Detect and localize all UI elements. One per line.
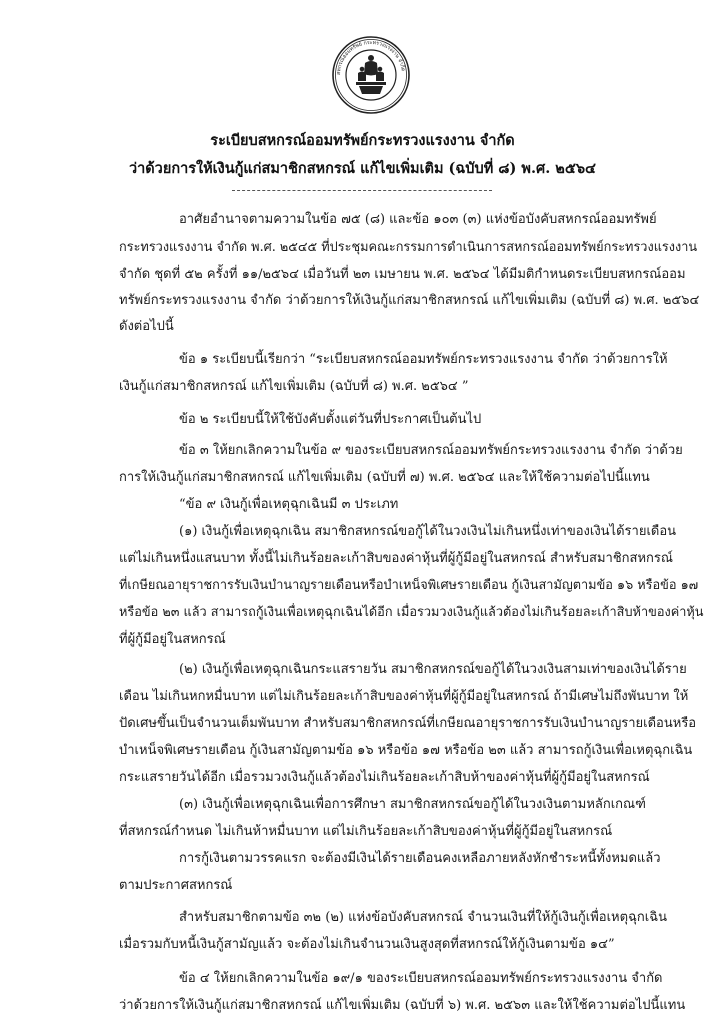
body-line: ทรัพย์กระทรวงแรงงาน จำกัด ว่าด้วยการให้เงินกู้แก่สมาชิกสหกรณ์ แก้ไขเพิ่มเติม (ฉบับที่ ๘) พ.ศ. ๒๕๖๔ [119, 293, 700, 308]
body-line: จำกัด ชุดที่ ๕๒ ครั้งที่ ๑๑/๒๕๖๔ เมื่อวันที่ ๒๓ เมษายน พ.ศ. ๒๕๖๔ ได้มีมติกำหนดระเบียบสหกรณ์ออม [119, 267, 686, 282]
document-title: ระเบียบสหกรณ์ออมทรัพย์กระทรวงแรงงาน จำกัด [210, 132, 515, 149]
body-line: ข้อ ๑ ระเบียบนี้เรียกว่า “ระเบียบสหกรณ์ออมทรัพย์กระทรวงแรงงาน จำกัด ว่าด้วยการให้ [179, 352, 668, 367]
svg-text:สหกรณ์ออมทรัพย์ กระทรวงแรงงาน: สหกรณ์ออมทรัพย์ กระทรวงแรงงาน จำกัด [335, 39, 406, 76]
body-line: ดังต่อไปนี้ [119, 319, 174, 334]
body-line: เมื่อรวมกับหนี้เงินกู้สามัญแล้ว จะต้องไม่เกินจำนวนเงินสูงสุดที่สหกรณ์ให้กู้เงินตามข้อ ๑๔” [119, 937, 615, 952]
body-line: ที่สหกรณ์กำหนด ไม่เกินห้าหมื่นบาท แต่ไม่เกินร้อยละเก้าสิบของค่าหุ้นที่ผู้กู้มีอยู่ในสหกรณ์ [119, 824, 613, 839]
body-line: กระทรวงแรงงาน จำกัด พ.ศ. ๒๕๔๕ ที่ประชุมคณะกรรมการดำเนินการสหกรณ์ออมทรัพย์กระทรวงแรงงาน [119, 240, 698, 255]
document-subtitle: ว่าด้วยการให้เงินกู้แก่สมาชิกสหกรณ์ แก้ไขเพิ่มเติม (ฉบับที่ ๘) พ.ศ. ๒๕๖๔ [128, 160, 597, 177]
body-line: ที่เกษียณอายุราชการรับเงินบำนาญรายเดือนหรือบำเหน็จพิเศษรายเดือน กู้เงินสามัญตามข้อ ๑๖ หรือข้อ ๑๗ [119, 578, 699, 593]
body-line: ตามประกาศสหกรณ์ [119, 878, 233, 893]
body-line: หรือข้อ ๒๓ แล้ว สามารถกู้เงินเพื่อเหตุฉุกเฉินได้อีก เมื่อรวมวงเงินกู้แล้วต้องไม่เกินร้อยละเก้าสิบห้าของค่าหุ้น [119, 605, 704, 620]
body-line: ที่ผู้กู้มีอยู่ในสหกรณ์ [119, 632, 226, 647]
body-line: (๑) เงินกู้เพื่อเหตุฉุกเฉิน สมาชิกสหกรณ์ขอกู้ได้ในวงเงินไม่เกินหนึ่งเท่าของเงินได้รายเดือน [179, 524, 677, 539]
body-line: การให้เงินกู้แก่สมาชิกสหกรณ์ แก้ไขเพิ่มเติม (ฉบับที่ ๗) พ.ศ. ๒๕๖๔ และให้ใช้ความต่อไปนี้แทน [119, 470, 650, 485]
body-line: กระแสรายวันได้อีก เมื่อรวมวงเงินกู้แล้วต้องไม่เกินร้อยละเก้าสิบห้าของค่าหุ้นที่ผู้กู้มีอยู่ในสหกรณ์ [119, 770, 650, 785]
body-line: แต่ไม่เกินหนึ่งแสนบาท ทั้งนี้ไม่เกินร้อยละเก้าสิบของค่าหุ้นที่ผู้กู้มีอยู่ในสหกรณ์ สำหรับสมาชิกสหกรณ์ [119, 551, 673, 566]
body-line: ปัดเศษขึ้นเป็นจำนวนเต็มพันบาท สำหรับสมาชิกสหกรณ์ที่เกษียณอายุราชการรับเงินบำนาญรายเดือนหรือ [119, 716, 697, 731]
title-divider [232, 190, 492, 191]
body-line: บำเหน็จพิเศษรายเดือน กู้เงินสามัญตามข้อ ๑๖ หรือข้อ ๑๗ หรือข้อ ๒๓ แล้ว สามารถกู้เงินเพื่อเหตุฉุกเฉิน [119, 743, 693, 758]
body-line: อาศัยอำนาจตามความในข้อ ๗๕ (๘) และข้อ ๑๐๓ (๓) แห่งข้อบังคับสหกรณ์ออมทรัพย์ [179, 212, 657, 227]
body-line: สำหรับสมาชิกตามข้อ ๓๒ (๒) แห่งข้อบังคับสหกรณ์ จำนวนเงินที่ให้กู้เงินกู้เพื่อเหตุฉุกเฉิน [179, 910, 667, 925]
body-line: ข้อ ๔ ให้ยกเลิกความในข้อ ๑๙/๑ ของระเบียบสหกรณ์ออมทรัพย์กระทรวงแรงงาน จำกัด [179, 971, 663, 986]
body-line: เงินกู้แก่สมาชิกสหกรณ์ แก้ไขเพิ่มเติม (ฉบับที่ ๘) พ.ศ. ๒๕๖๔ ” [119, 379, 469, 394]
body-line: การกู้เงินตามวรรคแรก จะต้องมีเงินได้รายเดือนคงเหลือภายหลังหักชำระหนี้ทั้งหมดแล้ว [179, 851, 661, 866]
cooperative-seal-logo [332, 36, 410, 114]
body-line: “ข้อ ๙ เงินกู้เพื่อเหตุฉุกเฉินมี ๓ ประเภท [179, 497, 399, 512]
body-line: (๒) เงินกู้เพื่อเหตุฉุกเฉินกระแสรายวัน สมาชิกสหกรณ์ขอกู้ได้ในวงเงินสามเท่าของเงินได้ราย [179, 662, 687, 677]
body-line: ข้อ ๒ ระเบียบนี้ให้ใช้บังคับตั้งแต่วันที่ประกาศเป็นต้นไป [179, 412, 482, 427]
body-line: เดือน ไม่เกินหกหมื่นบาท แต่ไม่เกินร้อยละเก้าสิบของค่าหุ้นที่ผู้กู้มีอยู่ในสหกรณ์ ถ้ามีเศษไม่ถึงพันบาท ให้ [119, 689, 689, 704]
body-line: ข้อ ๓ ให้ยกเลิกความในข้อ ๙ ของระเบียบสหกรณ์ออมทรัพย์กระทรวงแรงงาน จำกัด ว่าด้วย [179, 443, 683, 458]
body-line: (๓) เงินกู้เพื่อเหตุฉุกเฉินเพื่อการศึกษา สมาชิกสหกรณ์ขอกู้ได้ในวงเงินตามหลักเกณฑ์ [179, 797, 646, 812]
body-line: ว่าด้วยการให้เงินกู้แก่สมาชิกสหกรณ์ แก้ไขเพิ่มเติม (ฉบับที่ ๖) พ.ศ. ๒๕๖๓ และให้ใช้ความต่อไปนี้แทน [119, 998, 686, 1013]
